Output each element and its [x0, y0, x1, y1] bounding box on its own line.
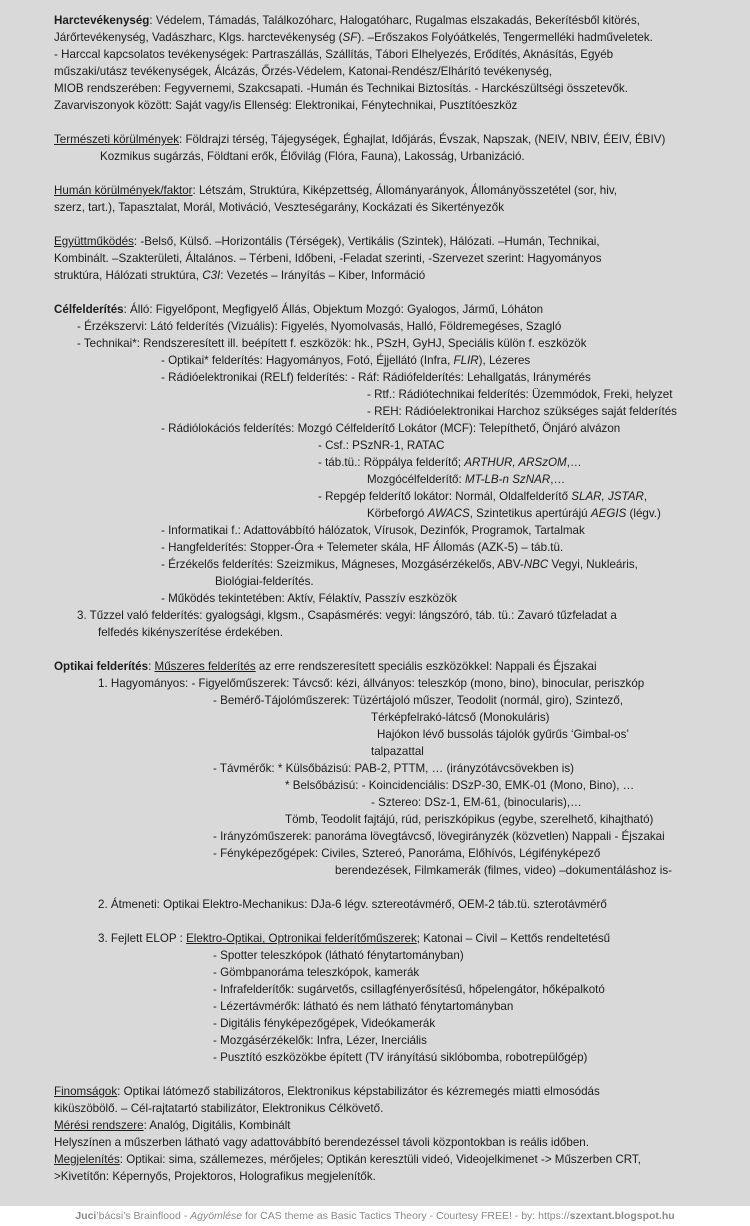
text-segment: (légv.): [626, 507, 661, 520]
text-line: [54, 1117, 291, 1134]
text-segment: Tömb, Teodolit fajtájú, rúd, periszkópikus (egybe, szerelhető, kihajtható): [285, 813, 654, 826]
text-line: [54, 182, 617, 199]
text-segment: - Csf.: PSzNR-1, RATAC: [318, 439, 445, 452]
text-line: [77, 335, 587, 352]
text-segment: - Digitális fényképezőgépek, Videókamerák: [213, 1017, 436, 1030]
text-segment: : Védelem, Támadás, Találkozóharc, Halogatóharc, Rugalmas elszakadás, Bekerítésből kitörés,: [149, 14, 641, 27]
text-line: [100, 148, 525, 165]
text-line: [213, 981, 605, 998]
text-segment: műszaki/utász tevékenységek, Álcázás, Őrzés-Védelem, Katonai-Rendész/Elhárító tevékenység,: [54, 65, 553, 78]
text-line: [54, 250, 602, 267]
text-line: [367, 505, 661, 522]
text-segment: >Kivetítőn: Képernyős, Projektoros, Holografikus megjelenítők.: [54, 1170, 376, 1183]
text-line: [213, 1015, 435, 1032]
text-segment: talpazattal: [371, 745, 424, 758]
text-segment: - Bemérő-Tájolóműszerek: Tüzértájoló műszer, Teodolit (normál, giro), Szintező,: [213, 694, 624, 707]
text-segment: SF: [342, 31, 358, 44]
text-segment: * Belsőbázisú: - Koincidenciális: DSzP-30, EMK-01 (Mono, Bino), …: [285, 779, 635, 792]
text-line: [77, 607, 617, 624]
text-segment: - Fényképezőgépek: Civiles, Sztereó, Panoráma, Előhívós, Légifényképező: [213, 847, 601, 860]
footer-brainflood: ’bácsi’s Brainflood -: [96, 1210, 191, 1222]
text-segment: ). –Erőszakos Folyóátkelés, Tengermelléki hadműveletek.: [357, 31, 653, 44]
text-segment: AEGIS: [590, 507, 627, 520]
footer-middle: for CAS theme as Basic Tactics Theory - Courtesy FREE! - by: https://: [242, 1210, 570, 1222]
footer-link[interactable]: szextant: [569, 1210, 612, 1222]
text-line: [54, 80, 628, 97]
text-line: [161, 420, 620, 437]
text-segment: Természeti körülmények: [54, 133, 179, 146]
text-line: [98, 675, 644, 692]
text-line: [213, 845, 600, 862]
text-segment: - Érzékelős felderítés: Szeizmikus, Mágneses, Mozgásérzékelős, ABV-: [161, 558, 524, 571]
text-segment: - Repgép felderítő lokátor: Normál, Oldalfelderítő: [318, 490, 572, 503]
text-line: [371, 709, 549, 726]
text-segment: - Távmérők: * Külsőbázisú: PAB-2, PTTM, … (irányzótávcsövekben is): [213, 762, 575, 775]
text-line: [54, 1134, 589, 1151]
text-segment: - Hangfelderítés: Stopper-Óra + Telemeter skála, HF Állomás (AZK-5) – táb.tü.: [161, 541, 564, 554]
text-segment: Biológiai-felderítés.: [215, 575, 314, 588]
text-segment: - Működés tekintetében: Aktív, Félaktív, Passzív eszközök: [161, 592, 457, 605]
text-segment: - Spotter teleszkópok (látható fénytartományban): [213, 949, 464, 962]
text-segment: MIOB rendszerében: Fegyvernemi, Szakcsapati. -Humán és Technikai Biztosítás. - Harckészültségi összetevők.: [54, 82, 628, 95]
text-line: [161, 522, 585, 539]
text-segment: MT-LB-n SzNAR: [464, 473, 551, 486]
text-segment: Együttműködés: [54, 235, 134, 248]
text-segment: - Rádiólokációs felderítés: Mozgó Célfelderítő Lokátor (MCF): Telepíthető, Önjáró alvázon: [161, 422, 621, 435]
text-segment: : Földrajzi térség, Tájegységek, Éghajlat, Időjárás, Évszak, Napszak, (NEIV, NBIV, ÉEIV, ÉBIV): [179, 133, 666, 146]
text-segment: kiküszöbölő. – Cél-rajtatartó stabilizátor, Elektronikus Célkövető.: [54, 1102, 384, 1115]
text-line: [213, 998, 513, 1015]
text-segment: berendezések, Filmkamerák (filmes, video) –dokumentáláshoz is-: [335, 864, 672, 877]
text-segment: AWACS: [427, 507, 470, 520]
text-line: [367, 386, 672, 403]
text-segment: Műszeres felderítés: [154, 660, 256, 673]
text-segment: Térképfelrakó-látcső (Monokuláris): [371, 711, 550, 724]
text-line: [213, 947, 464, 964]
text-segment: az erre rendszeresített speciális eszközökkel: Nappali és Éjszakai: [255, 660, 597, 673]
text-segment: - táb.tü.: Röppálya felderítő;: [318, 456, 465, 469]
text-line: [54, 131, 665, 148]
text-line: [54, 1083, 600, 1100]
text-segment: Helyszínen a műszerben látható vagy adattovábbító berendezéssel távoli központokban is reális időben.: [54, 1136, 589, 1149]
text-segment: Járőrtevékenység, Vadászharc, Klgs. harctevékenység (: [54, 31, 343, 44]
text-segment: felfedés kikényszerítése érdekében.: [98, 626, 283, 639]
text-line: [54, 233, 600, 250]
text-segment: - Technikai*: Rendszeresített ill. beépített f. eszközök: hk., PSzH, GyHJ, Speciális külön f. eszközök: [77, 337, 587, 350]
text-segment: NBC: [523, 558, 549, 571]
text-segment: - Optikai* felderítés: Hagyományos, Fotó, Éjjellátó (Infra,: [161, 354, 454, 367]
text-line: [54, 658, 597, 675]
text-segment: struktúra, Hálózati struktúra,: [54, 269, 203, 282]
text-segment: 3. Tűzzel való felderítés: gyalogsági, klgsm., Csapásmérés: vegyi: lángszóró, táb. tü.: Zavaró tűzfeladat a: [77, 609, 617, 622]
text-segment: - Rádióelektronikai (RELf) felderítés: - Ráf: Rádiófelderítés: Lehallgatás, Iránymérés: [161, 371, 591, 384]
text-line: [54, 46, 613, 63]
text-line: [54, 1100, 383, 1117]
text-line: [54, 1151, 641, 1168]
text-line: [335, 862, 672, 879]
text-segment: - Informatikai f.: Adattovábbító hálózatok, Vírusok, Dezinfók, Programok, Tartalmak: [161, 524, 585, 537]
text-segment: C3I: [202, 269, 221, 282]
text-segment: Mozgócélfelderítő:: [367, 473, 465, 486]
footer-link-tail[interactable]: .blogspot.hu: [611, 1210, 675, 1222]
text-line: [161, 590, 457, 607]
text-segment: 2. Átmeneti: Optikai Elektro-Mechanikus: DJa-6 légv. sztereotávmérő, OEM-2 táb.tü. szterotávmérő: [98, 898, 607, 911]
text-segment: - Érzékszervi: Látó felderítés (Vizuális): Figyelés, Nyomolvasás, Halló, Földremegéses, Szagló: [77, 320, 562, 333]
text-line: [54, 267, 425, 284]
footer-title: Agyömlése: [190, 1210, 243, 1222]
text-line: [54, 97, 517, 114]
text-line: [161, 539, 563, 556]
text-segment: - Pusztító eszközökbe épített (TV irányítású siklóbomba, robotrepülőgép): [213, 1051, 588, 1064]
text-segment: Kozmikus sugárzás, Földtani erők, Élővilág (Flóra, Fauna), Lakosság, Urbanizáció.: [100, 150, 525, 163]
text-line: [318, 454, 582, 471]
text-segment: Körbeforgó: [367, 507, 428, 520]
text-line: [54, 1168, 376, 1185]
text-line: [213, 1049, 587, 1066]
text-segment: - Mozgásérzékelők: Infra, Lézer, Inerciális: [213, 1034, 427, 1047]
text-segment: : -Belső, Külső. –Horizontális (Térségek), Vertikális (Szintek), Hálózati. –Humán, Technikai,: [133, 235, 600, 248]
text-segment: FLIR: [453, 354, 479, 367]
text-line: [213, 828, 665, 845]
text-segment: - Harccal kapcsolatos tevékenységek: Partraszállás, Szállítás, Tábori Elhelyezés, Erődítés, Aknásítás, Egyéb: [54, 48, 614, 61]
text-line: [54, 63, 552, 80]
text-line: [213, 1032, 427, 1049]
text-line: [285, 777, 634, 794]
text-line: [77, 318, 561, 335]
text-line: [161, 556, 638, 573]
text-segment: SLAR, JSTAR: [571, 490, 644, 503]
text-segment: Mérési rendszere: [54, 1119, 144, 1132]
text-segment: ,: [643, 490, 648, 503]
text-line: [213, 692, 623, 709]
text-line: [377, 726, 629, 743]
footer-credit: [0, 1206, 750, 1226]
footer-author: Juci: [75, 1210, 97, 1222]
text-line: [161, 352, 530, 369]
text-segment: - Lézertávmérők: látható és nem látható fénytartományban: [213, 1000, 514, 1013]
text-segment: :: [148, 660, 155, 673]
text-segment: ,…: [550, 473, 566, 486]
text-line: [367, 403, 677, 420]
text-segment: : Analóg, Digitális, Kombinált: [143, 1119, 291, 1132]
text-segment: ; Katonai – Civil – Kettős rendeltetésű: [416, 932, 611, 945]
text-segment: Vegyi, Nukleáris,: [548, 558, 638, 571]
text-line: [54, 301, 543, 318]
text-line: [318, 437, 444, 454]
text-line: [318, 488, 647, 505]
text-segment: Megjelenítés: [54, 1153, 120, 1166]
text-line: [213, 760, 574, 777]
text-line: [285, 811, 653, 828]
text-line: [213, 964, 419, 981]
text-segment: szerz, tart.), Tapasztalat, Morál, Motiváció, Veszteségarány, Kockázati és Sikertényezők: [54, 201, 504, 214]
text-segment: - REH: Rádióelektronikai Harchoz szükséges saját felderítés: [367, 405, 677, 418]
text-segment: Zavarviszonyok között: Saját vagy/is Ellenség: Elektronikai, Fénytechnikai, Pusztítóeszköz: [54, 99, 518, 112]
text-line: [371, 743, 424, 760]
text-segment: Hajókon lévő bussolás tájolók gyűrűs ‘Gimbal-os’: [377, 728, 629, 741]
text-segment: Optikai felderítés: [54, 660, 149, 673]
text-segment: , Szintetikus apertúrájú: [469, 507, 591, 520]
text-segment: Célfelderítés: [54, 303, 124, 316]
text-line: [98, 624, 283, 641]
text-segment: 3. Fejlett ELOP :: [98, 932, 187, 945]
text-segment: Finomságok: [54, 1085, 118, 1098]
text-segment: : Álló: Figyelőpont, Megfigyelő Állás, Objektum Mozgó: Gyalogos, Jármű, Lóháton: [123, 303, 544, 316]
text-segment: ,…: [566, 456, 582, 469]
text-line: [161, 369, 591, 386]
text-segment: Elektro-Optikai, Optronikai felderítőműszerek: [186, 932, 417, 945]
text-line: [54, 199, 504, 216]
text-segment: ARTHUR, ARSzOM: [464, 456, 567, 469]
text-line: [215, 573, 314, 590]
text-line: [98, 896, 607, 913]
text-segment: - Sztereo: DSz-1, EM-61, (binocularis),…: [371, 796, 582, 809]
text-segment: - Infrafelderítők: sugárvetős, csillagfényerősítésű, hőpelengátor, hőképalkotó: [213, 983, 605, 996]
text-segment: - Rtf.: Rádiótechnikai felderítés: Üzemmódok, Freki, helyzet: [367, 388, 673, 401]
text-segment: Harctevékenység: [54, 14, 150, 27]
text-segment: ), Lézeres: [478, 354, 531, 367]
text-line: [54, 12, 640, 29]
text-segment: : Vezetés – Irányítás – Kiber, Információ: [220, 269, 426, 282]
text-segment: : Optikai: sima, szállemezes, mérőjeles; Optikán keresztüli videó, Videojelkimenet -> Műszerben CRT,: [119, 1153, 641, 1166]
text-line: [371, 794, 582, 811]
text-segment: 1. Hagyományos: - Figyelőműszerek: Távcső: kézi, állványos: teleszkóp (mono, bino), binocular, periszkóp: [98, 677, 645, 690]
text-line: [54, 29, 653, 46]
text-line: [367, 471, 565, 488]
text-segment: : Létszám, Struktúra, Kiképzettség, Állományarányok, Állományösszetétel (sor, hiv,: [192, 184, 617, 197]
text-segment: - Gömbpanoráma teleszkópok, kamerák: [213, 966, 420, 979]
text-segment: Humán körülmények/faktor: [54, 184, 193, 197]
text-segment: Kombinált. –Szakterületi, Általános. – Térbeni, Időbeni, -Feladat szerinti, -Szervezet szerint: Hagyományos: [54, 252, 602, 265]
text-segment: : Optikai látómező stabilizátoros, Elektronikus képstabilizátor és kézremegés miatti elmosódás: [117, 1085, 600, 1098]
text-line: [98, 930, 610, 947]
text-segment: - Irányzóműszerek: panoráma lövegtávcső, lövegirányzék (közvetlen) Nappali - Éjszakai: [213, 830, 665, 843]
